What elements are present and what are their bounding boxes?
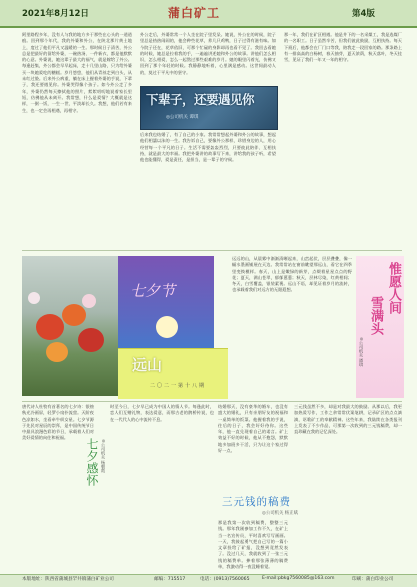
essay1-title: 下辈子，还要遇见你 [146,92,255,107]
newspaper-logo: 蒲白矿工 [168,6,221,20]
moon-icon [156,316,178,338]
footer-postcode: 邮编：715517 [154,577,186,582]
essay2-column-right: 那一年，我们在矿区相遇。他是井下的一名采煤工，我是选煤厂的一名职工。日子虽然辛苦，但我们彼此鼓励，互相扶持。每天下班后，他都会在厂门口等我，陪我走一段回家的路。那条路上有一排高高的白杨树，春天抽芽，夏天浓荫，秋天落叶，冬天挂雪，见证了我们一年又一年的相守。 [284,32,402,63]
footer-address: 本版地址：陕西省蒲城县罕井镇蒲白矿业公司 [22,577,114,582]
essay1-column-mid: 后来我也结婚了，有了自己的小家。我常常想起外婆和外公的故事，想起他们相濡以沫的一生。我告诉自己，要像外公那样，珍惜身边的人，用心经营每一个平凡的日子。生活不需要轰轰烈烈，只要彼此陪伴、互相扶持，就是最大的幸福。我把外婆讲的故事写下来，讲给我的孩子听，希望他也能懂得，爱是责任，是担当，是一辈子的守候。 [140,132,276,163]
essay1-column-left: 阿里路程多年，没有人与我的地方多于那些在心头的一道道痕。回到那个年代，我的外婆和外公，在陕北那片黄土地上，度过了他们平凡又温暖的一生。那时候日子清苦，外公总是把最好的留给外婆，一碗热汤、一件新衣，都是他默默的心意。外婆说，她这辈子最大的福气，就是嫁给了外公。每逢赶集，外公都会早早起床，走十几里山路，只为给外婆买一块她爱吃的糖糕。岁月悠悠，他们从青丝走到白头，从未红过脸。后来外公病重，躺在床上握着外婆的手说，下辈子，我还要遇见你。外婆哭得像个孩子。如今外公走了多年，外婆仍然每天擦拭他的照片，絮絮叨叨地说着家长里短，仿佛他从未离开。我常想，什么是爱情？大概就是这样，一粥一饭，一生一世，平淡却长久。我想，他们若有来生，也一定会再相遇，再相守。 [22,32,132,113]
issue-date: 2021年8月12日 [22,9,89,19]
essay1-column-mid-top: 外公走后，外婆常常一个人坐在院子里发呆。她说，外公在的时候，院子里总是热热闹闹的，他会种些花草，养几只鸡鸭，日子过得有滋有味。如今院子还在，花草依旧，可那个忙碌的身影却再也看不见了。我回去看她的时候，她总是拉着我的手，一遍遍讲述她和外公的故事。讲他们怎么相识，怎么相爱，怎么一起熬过那些艰难的岁月。她的眼里闪着光，仿佛又回到了那个年轻的时候。我静静地听着，心里满是感动。这世间最动人的，莫过于平凡中的坚守。 [140,32,276,75]
weiyuan-author: ◎公司机关 谭琪 [359,336,364,367]
sanyuan-author: ◎公司机关 杨正斌 [262,511,298,516]
flower-photo [22,256,118,396]
sanyuan-title: 三元钱的稿费 [222,496,291,508]
qixi-body-left: 唐代诗人杜牧有首著名的七夕诗：银烛秋光冷画屏，轻罗小扇扑流萤。天阶夜色凉如水，坐看牵牛织女星。七夕节源于先民对星辰的崇拜，是中国传统节日中最具浪漫色彩的节日，承载着人们对美好爱情的向往和祝福。 [22,404,94,441]
qixi-title: 七夕感怀 [85,438,99,486]
essay2-body-b: 结婚那天，没有豪华的婚车，也没有盛大的婚礼，只有亲朋好友的祝福和一桌简单的饭菜。他握着我的手说，往后的日子，我会好好待你。这些年，他一直兑现着自己的诺言。矿上效益不好的时候，他从不抱怨，默默地多加班多干活，只为让这个家过得好一点。 [218,404,288,454]
sanyuan-body-right: 三元钱虽然不多，却是对我最大的鼓励。从那以后，我更加热爱写作，工作之余常常伏案笔耕，记录矿区的点点滴滴，讴歌矿工的奉献精神。这些年来，我陆续在各类报刊上发表了不少作品，可那第一次收到的三元钱稿费，却一直珍藏在我的记忆深处。 [294,404,402,435]
yuanshan-title: 远山 [132,356,163,374]
footer-printer: 印刷：蒲白印业公司 [352,577,394,582]
footer-phone: 电话：(0913)7560065 [200,577,250,582]
essay1-author: ◎公司机关 谭琪 [166,115,199,120]
section-divider [22,250,402,251]
qixi-body-right: 时至今日，七夕早已成为中国人的情人节。每逢此时，恋人们互赠礼物，表达爱意，而那古老的鹊桥传说，也在一代代人的心中流传不息。 [110,404,214,422]
section-divider-2 [22,401,402,402]
qixi-author: ◎公司机关 杨朝霞 [101,438,106,473]
yuanshan-subtitle: 二〇二一第十八期 [150,383,207,389]
weiyuan-title-panel: 惟愿人间 雪满头 ◎公司机关 谭琪 [356,256,404,398]
yuanshan-body: 远远的山，从晨雾中渐渐清晰起来，山峦起伏，层层叠叠，像一幅水墨画铺展在天边。我常常站在窗前眺望那远山，看它在四季里变换模样。春天，山上是嫩绿的新芽，点缀着星星点点的野花；夏天，满山苍翠，郁郁葱葱；秋天，层林尽染，红黄相间；冬天，白雪覆盖，银装素裹。远山不语，却见证着岁月的流转，也承载着我们对远方的无限遐想。 [232,256,352,293]
sanyuan-body-left: 那是我第一次收到稿费，整整三元钱。那年我刚参加工作不久，在矿上当一名宣传员，平时喜欢写写画画。一天，我鼓起勇气把自己写的一篇小文章投给了矿报，没想到竟然发表了。没过几天，我就收到了一张三元钱的稿费单。捧着那张薄薄的稿费单，我激动得一夜没睡着觉。 [218,520,288,570]
poster-qixi-title: 七夕节 [130,282,176,300]
footer-email: E-mail:pbkg7560085@163.com [262,576,335,581]
page-number: 第4版 [352,9,375,19]
